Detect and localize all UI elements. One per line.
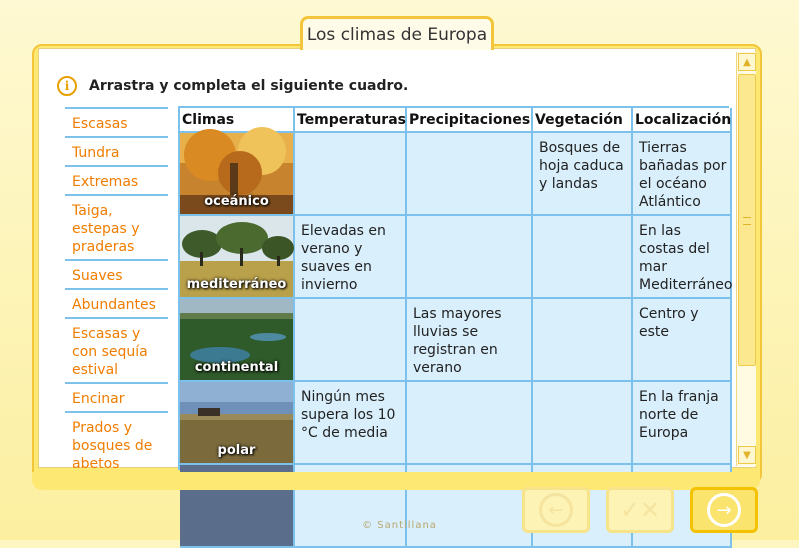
climate-table xyxy=(178,106,733,470)
column-header-temperaturas: Temperaturas xyxy=(294,108,406,132)
drop-cell[interactable] xyxy=(406,381,532,464)
drop-cell[interactable] xyxy=(532,381,632,464)
drag-option[interactable]: Suaves xyxy=(65,259,168,288)
drop-cell[interactable] xyxy=(532,215,632,298)
back-icon: ← xyxy=(539,493,573,527)
climate-photo-cell xyxy=(180,132,294,215)
check-cross-icon: ✓✕ xyxy=(619,496,661,524)
column-header-climas: Climas xyxy=(180,108,294,132)
table-cell xyxy=(294,381,406,464)
grip-icon xyxy=(743,217,751,225)
climate-photo-cell xyxy=(180,298,294,381)
climate-label: oceánico xyxy=(204,194,269,209)
cell-text: En la franja norte de Europa xyxy=(639,389,719,441)
copyright: © Santillana xyxy=(362,520,437,531)
drop-cell[interactable] xyxy=(406,132,532,215)
table-row xyxy=(180,298,731,381)
cell-text: Ningún mes supera los 10 °C de media xyxy=(301,389,396,441)
drag-option[interactable]: Tundra xyxy=(65,136,168,165)
content-panel xyxy=(38,48,756,472)
column-header-vegetacion: Vegetación xyxy=(532,108,632,132)
climate-photo-cell xyxy=(180,215,294,298)
table-cell xyxy=(632,298,731,381)
scroll-down-icon[interactable]: ▼ xyxy=(738,446,756,464)
table-row xyxy=(180,215,731,298)
scroll-thumb[interactable] xyxy=(738,74,756,366)
drag-option[interactable]: Taiga, estepas y praderas xyxy=(65,194,168,259)
drop-cell[interactable] xyxy=(406,215,532,298)
page-title: Los climas de Europa xyxy=(300,16,494,50)
vertical-scrollbar[interactable] xyxy=(736,52,756,466)
table-row xyxy=(180,132,731,215)
column-header-precipitaciones: Precipitaciones xyxy=(406,108,532,132)
cell-text: Tierras bañadas por el océano Atlántico xyxy=(639,140,727,210)
table-cell xyxy=(632,132,731,215)
climate-label: mediterráneo xyxy=(186,277,287,292)
scroll-up-icon[interactable]: ▲ xyxy=(738,53,756,71)
drop-cell[interactable] xyxy=(532,298,632,381)
drag-option[interactable]: Extremas xyxy=(65,165,168,194)
next-icon: → xyxy=(707,493,741,527)
instruction xyxy=(57,75,408,97)
table-row xyxy=(180,381,731,464)
drag-option[interactable]: Escasas y con sequía estival xyxy=(65,317,168,382)
table-cell xyxy=(294,215,406,298)
drag-option[interactable]: Prados y bosques de abetos xyxy=(65,411,168,478)
table-cell xyxy=(632,381,731,464)
table-cell xyxy=(406,298,532,381)
cell-text: Bosques de hoja caduca y landas xyxy=(539,140,624,192)
drag-options-list xyxy=(65,107,168,478)
cell-text: Centro y este xyxy=(639,306,699,340)
cell-text: Elevadas en verano y suaves en invierno xyxy=(301,223,386,293)
drag-option[interactable]: Encinar xyxy=(65,382,168,411)
cell-text: En las costas del mar Mediterráneo xyxy=(639,223,733,293)
climate-photo-cell xyxy=(180,381,294,464)
drop-cell[interactable] xyxy=(294,298,406,381)
table-cell xyxy=(632,215,731,298)
drop-cell[interactable] xyxy=(294,132,406,215)
climate-label: polar xyxy=(217,443,256,458)
table-cell xyxy=(532,132,632,215)
info-icon[interactable]: i xyxy=(57,76,77,96)
drag-option[interactable]: Escasas xyxy=(65,107,168,136)
climate-label: continental xyxy=(194,360,279,375)
cell-text: Las mayores lluvias se registran en verano xyxy=(413,306,502,376)
column-header-localizacion: Localización xyxy=(632,108,731,132)
drag-option[interactable]: Abundantes xyxy=(65,288,168,317)
instruction-text: Arrastra y completa el siguiente cuadro. xyxy=(89,78,409,94)
